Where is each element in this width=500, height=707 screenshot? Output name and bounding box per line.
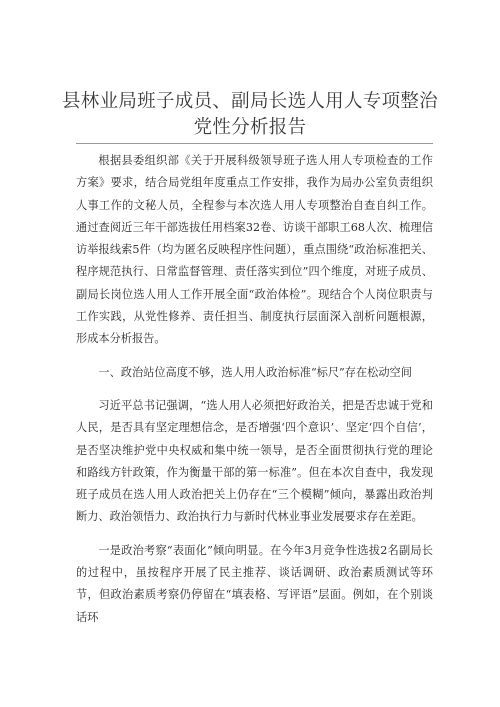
intro-paragraph: 根据县委组织部《关于开展科级领导班子选人用人专项检查的工作方案》要求，结合局党组年度重点工作安排，我作为局办公室负责组织人事工作的文秘人员，全程参与本次选人用人专项整治自查自纠工作。通过查阅近三年干部选拔任用档案32卷、访谈干部职工68人次、梳理信访举报线索5件（均为匿名反映程序性问题），重点围绕“政治标准把关、程序规范执行、日常监督管理、责任落实到位”四个维度，对班子成员、副局长岗位选人用人工作开展全面“政治体检”。现结合个人岗位职责与工作实践，从党性修养、责任担当、制度执行层面深入剖析问题根源，形成本分析报告。 (76, 154, 433, 346)
body-paragraph-point-1: 一是政治考察“表面化”倾向明显。在今年3月竞争性选拔2名副局长的过程中，虽按程序开展了民主推荐、谈话调研、政治素质测试等环节，但政治素质考察仍停留在“填表格、写评语”层面。例如，在个别谈话环 (76, 543, 433, 624)
body-paragraph-quote: 习近平总书记强调，“选人用人必须把好政治关，把是否忠诚于党和人民，是否具有坚定理想信念，是否增强‘四个意识’、坚定‘四个自信’，是否坚决维护党中央权威和集中统一领导，是否全面贯彻执行党的理论和路线方针政策，作为衡量干部的第一标准”。但在本次自查中，我发现班子成员在选人用人政治把关上仍存在“三个模糊”倾向，暴露出政治判断力、政治领悟力、政治执行力与新时代林业事业发展要求存在差距。 (76, 398, 433, 524)
title-divider (76, 143, 433, 144)
document-title-line-1: 县林业局班子成员、副局长选人用人专项整治 (61, 91, 438, 112)
document-title-line-2: 党性分析报告 (193, 117, 307, 138)
document-body (76, 150, 433, 629)
section-heading-1: 一、政治站位高度不够，选人用人政治标准“标尺”存在松动空间 (98, 365, 412, 379)
